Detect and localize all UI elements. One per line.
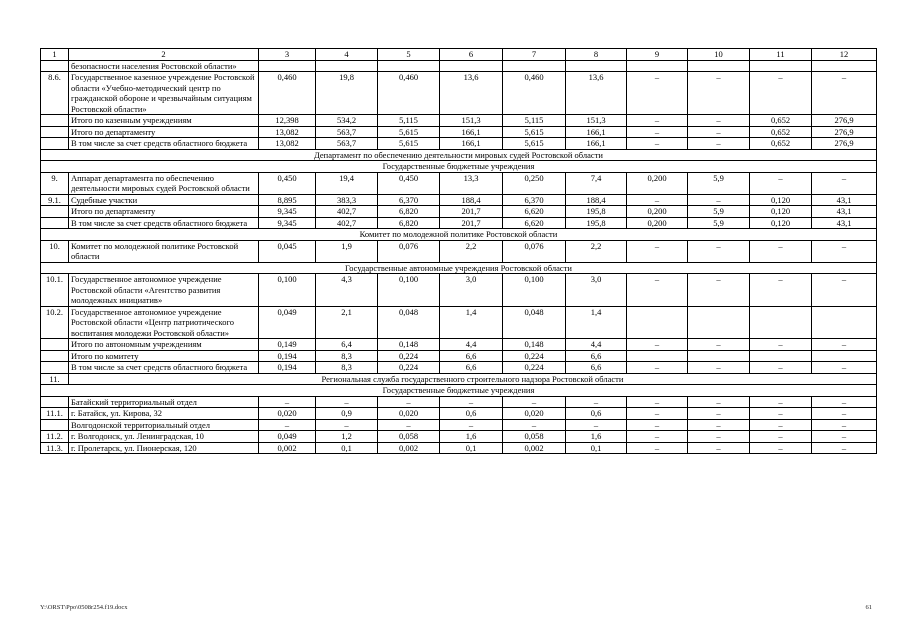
row-number-cell xyxy=(41,217,69,229)
value-cell: 0,200 xyxy=(627,172,688,194)
value-cell: – xyxy=(627,419,688,431)
value-cell: – xyxy=(688,126,750,138)
value-cell: – xyxy=(566,419,627,431)
table-row xyxy=(41,442,877,454)
row-number-cell xyxy=(41,126,69,138)
value-cell: 276,9 xyxy=(812,126,877,138)
value-cell: 2,2 xyxy=(440,240,503,262)
value-cell: 12,398 xyxy=(259,115,316,127)
value-cell xyxy=(750,350,812,362)
value-cell: 0,020 xyxy=(259,408,316,420)
section-heading: Департамент по обеспечению деятельности мировых судей Ростовской области xyxy=(41,149,877,161)
value-cell: – xyxy=(750,396,812,408)
value-cell: – xyxy=(750,419,812,431)
value-cell: 0,149 xyxy=(259,339,316,351)
value-cell: – xyxy=(627,72,688,115)
value-cell: – xyxy=(316,396,378,408)
table-row xyxy=(41,240,877,262)
value-cell: 1,2 xyxy=(316,431,378,443)
value-cell: – xyxy=(688,115,750,127)
value-cell: 0,120 xyxy=(750,206,812,218)
value-cell: – xyxy=(750,172,812,194)
row-number-cell: 11. xyxy=(41,373,69,385)
header-cell: 11 xyxy=(750,49,812,61)
value-cell xyxy=(688,350,750,362)
value-cell: 0,200 xyxy=(627,206,688,218)
value-cell: – xyxy=(750,408,812,420)
value-cell: 13,082 xyxy=(259,138,316,150)
value-cell: 3,0 xyxy=(440,274,503,307)
value-cell: 0,1 xyxy=(566,442,627,454)
value-cell: 0,224 xyxy=(503,350,566,362)
header-cell: 8 xyxy=(566,49,627,61)
value-cell: 0,6 xyxy=(566,408,627,420)
value-cell: 195,8 xyxy=(566,206,627,218)
value-cell: 276,9 xyxy=(812,115,877,127)
value-cell: 0,058 xyxy=(378,431,440,443)
value-cell: – xyxy=(688,72,750,115)
row-name-cell: Аппарат департамента по обеспечению деятельности мировых судей Ростовской области xyxy=(69,172,259,194)
value-cell: 0,002 xyxy=(503,442,566,454)
value-cell: 6,6 xyxy=(440,350,503,362)
table-row xyxy=(41,408,877,420)
value-cell: – xyxy=(688,396,750,408)
value-cell: 1,4 xyxy=(566,306,627,339)
value-cell: 6,620 xyxy=(503,217,566,229)
row-number-cell: 11.1. xyxy=(41,408,69,420)
value-cell: – xyxy=(627,115,688,127)
value-cell: 5,115 xyxy=(378,115,440,127)
value-cell: 0,100 xyxy=(503,274,566,307)
value-cell: 5,615 xyxy=(503,126,566,138)
value-cell: 13,082 xyxy=(259,126,316,138)
value-cell: – xyxy=(750,72,812,115)
value-cell: 0,200 xyxy=(627,217,688,229)
value-cell: 0,6 xyxy=(440,408,503,420)
value-cell: – xyxy=(812,419,877,431)
value-cell xyxy=(812,306,877,339)
row-number-cell: 10. xyxy=(41,240,69,262)
value-cell: 0,652 xyxy=(750,126,812,138)
value-cell: 0,120 xyxy=(750,194,812,206)
value-cell: 5,615 xyxy=(503,138,566,150)
value-cell: 5,615 xyxy=(378,126,440,138)
header-row xyxy=(41,49,877,61)
row-name-cell: г. Пролетарск, ул. Пионерская, 120 xyxy=(69,442,259,454)
row-number-cell: 9.1. xyxy=(41,194,69,206)
row-number-cell xyxy=(41,60,69,72)
table-row xyxy=(41,419,877,431)
value-cell: 0,020 xyxy=(503,408,566,420)
section-row xyxy=(41,149,877,161)
header-cell: 7 xyxy=(503,49,566,61)
row-number-cell xyxy=(41,206,69,218)
value-cell: – xyxy=(812,408,877,420)
value-cell: 4,4 xyxy=(566,339,627,351)
value-cell: – xyxy=(750,240,812,262)
value-cell xyxy=(812,350,877,362)
section-row xyxy=(41,373,877,385)
value-cell: – xyxy=(688,362,750,374)
value-cell: – xyxy=(812,72,877,115)
table-row xyxy=(41,306,877,339)
value-cell: 0,100 xyxy=(259,274,316,307)
value-cell: 0,1 xyxy=(316,442,378,454)
value-cell: 402,7 xyxy=(316,206,378,218)
value-cell: 4,4 xyxy=(440,339,503,351)
value-cell: – xyxy=(440,396,503,408)
value-cell: – xyxy=(812,240,877,262)
value-cell: 0,460 xyxy=(259,72,316,115)
row-number-cell: 11.2. xyxy=(41,431,69,443)
value-cell: 0,048 xyxy=(503,306,566,339)
row-number-cell xyxy=(41,362,69,374)
value-cell: 0,194 xyxy=(259,350,316,362)
row-number-cell xyxy=(41,138,69,150)
value-cell: 0,148 xyxy=(378,339,440,351)
row-name-cell: г. Батайск, ул. Кирова, 32 xyxy=(69,408,259,420)
row-name-cell: Комитет по молодежной политике Ростовской области xyxy=(69,240,259,262)
value-cell: – xyxy=(688,442,750,454)
value-cell: – xyxy=(750,274,812,307)
value-cell: – xyxy=(440,419,503,431)
value-cell: 0,460 xyxy=(378,72,440,115)
value-cell: – xyxy=(688,339,750,351)
value-cell: – xyxy=(627,408,688,420)
value-cell xyxy=(688,306,750,339)
value-cell: 0,002 xyxy=(378,442,440,454)
value-cell: 43,1 xyxy=(812,217,877,229)
row-number-cell: 10.2. xyxy=(41,306,69,339)
value-cell xyxy=(627,60,688,72)
value-cell: – xyxy=(688,194,750,206)
value-cell: – xyxy=(812,431,877,443)
header-cell: 2 xyxy=(69,49,259,61)
section-heading: Государственные бюджетные учреждения xyxy=(41,161,877,173)
value-cell: 5,615 xyxy=(378,138,440,150)
section-heading: Государственные автономные учреждения Ростовской области xyxy=(41,262,877,274)
table-row xyxy=(41,274,877,307)
value-cell: 1,6 xyxy=(440,431,503,443)
header-cell: 10 xyxy=(688,49,750,61)
header-cell: 5 xyxy=(378,49,440,61)
value-cell: – xyxy=(627,396,688,408)
value-cell: – xyxy=(259,419,316,431)
value-cell: 5,9 xyxy=(688,172,750,194)
value-cell: 9,345 xyxy=(259,206,316,218)
header-cell: 6 xyxy=(440,49,503,61)
value-cell: 6,620 xyxy=(503,206,566,218)
value-cell: 383,3 xyxy=(316,194,378,206)
value-cell: 8,3 xyxy=(316,362,378,374)
value-cell: 2,1 xyxy=(316,306,378,339)
row-name-cell: В том числе за счет средств областного бюджета xyxy=(69,362,259,374)
value-cell xyxy=(566,60,627,72)
value-cell: 0,049 xyxy=(259,306,316,339)
value-cell: – xyxy=(627,126,688,138)
value-cell: 0,020 xyxy=(378,408,440,420)
value-cell: 0,250 xyxy=(503,172,566,194)
value-cell: – xyxy=(688,419,750,431)
row-number-cell xyxy=(41,396,69,408)
row-name-cell: Государственное автономное учреждение Ростовской области «Центр патриотического воспитания молодежи Ростовской области» xyxy=(69,306,259,339)
row-name-cell: безопасности населения Ростовской области» xyxy=(69,60,259,72)
row-name-cell: Судебные участки xyxy=(69,194,259,206)
value-cell: 276,9 xyxy=(812,138,877,150)
value-cell: 0,1 xyxy=(440,442,503,454)
table-row xyxy=(41,350,877,362)
value-cell xyxy=(627,350,688,362)
value-cell: 1,9 xyxy=(316,240,378,262)
section-heading: Государственные бюджетные учреждения xyxy=(41,385,877,397)
row-number-cell: 10.1. xyxy=(41,274,69,307)
page-number: 61 xyxy=(865,604,872,611)
value-cell: 166,1 xyxy=(440,126,503,138)
value-cell: 8,895 xyxy=(259,194,316,206)
value-cell: 0,9 xyxy=(316,408,378,420)
value-cell: – xyxy=(627,138,688,150)
row-number-cell xyxy=(41,350,69,362)
value-cell: – xyxy=(627,362,688,374)
value-cell xyxy=(627,306,688,339)
value-cell: 5,115 xyxy=(503,115,566,127)
row-number-cell: 9. xyxy=(41,172,69,194)
value-cell: – xyxy=(627,431,688,443)
header-cell: 3 xyxy=(259,49,316,61)
row-name-cell: Итого по автономным учреждениям xyxy=(69,339,259,351)
value-cell xyxy=(316,60,378,72)
value-cell: 0,002 xyxy=(259,442,316,454)
value-cell xyxy=(503,60,566,72)
row-number-cell: 8.6. xyxy=(41,72,69,115)
value-cell: 0,120 xyxy=(750,217,812,229)
value-cell: – xyxy=(688,274,750,307)
value-cell: 43,1 xyxy=(812,194,877,206)
value-cell xyxy=(750,306,812,339)
value-cell: 1,4 xyxy=(440,306,503,339)
row-name-cell: В том числе за счет средств областного бюджета xyxy=(69,217,259,229)
value-cell: – xyxy=(688,240,750,262)
value-cell: 6,370 xyxy=(503,194,566,206)
row-name-cell: Итого по департаменту xyxy=(69,126,259,138)
section-row xyxy=(41,161,877,173)
value-cell: 563,7 xyxy=(316,126,378,138)
value-cell: 0,450 xyxy=(259,172,316,194)
value-cell: 43,1 xyxy=(812,206,877,218)
value-cell: – xyxy=(812,362,877,374)
value-cell: 534,2 xyxy=(316,115,378,127)
table-row xyxy=(41,194,877,206)
value-cell: – xyxy=(688,138,750,150)
value-cell: 13,3 xyxy=(440,172,503,194)
value-cell: 151,3 xyxy=(566,115,627,127)
value-cell: – xyxy=(627,339,688,351)
value-cell: 402,7 xyxy=(316,217,378,229)
value-cell: 6,820 xyxy=(378,206,440,218)
value-cell: 0,076 xyxy=(503,240,566,262)
value-cell: – xyxy=(750,431,812,443)
value-cell: – xyxy=(812,172,877,194)
value-cell xyxy=(688,60,750,72)
table-row xyxy=(41,396,877,408)
value-cell: 13,6 xyxy=(566,72,627,115)
value-cell: 563,7 xyxy=(316,138,378,150)
value-cell: 7,4 xyxy=(566,172,627,194)
value-cell: 5,9 xyxy=(688,206,750,218)
header-cell: 12 xyxy=(812,49,877,61)
value-cell: – xyxy=(259,396,316,408)
value-cell: 0,045 xyxy=(259,240,316,262)
value-cell: – xyxy=(316,419,378,431)
data-table xyxy=(40,48,877,454)
value-cell: – xyxy=(812,274,877,307)
table-row xyxy=(41,115,877,127)
table-body xyxy=(41,60,877,454)
value-cell: 3,0 xyxy=(566,274,627,307)
value-cell: 9,345 xyxy=(259,217,316,229)
value-cell: 0,048 xyxy=(378,306,440,339)
value-cell: 0,652 xyxy=(750,115,812,127)
value-cell: – xyxy=(627,442,688,454)
header-cell: 9 xyxy=(627,49,688,61)
section-row xyxy=(41,385,877,397)
value-cell: 166,1 xyxy=(440,138,503,150)
row-number-cell xyxy=(41,115,69,127)
row-name-cell: Волгодонской территориальный отдел xyxy=(69,419,259,431)
value-cell: 6,370 xyxy=(378,194,440,206)
value-cell: 0,652 xyxy=(750,138,812,150)
value-cell: 19,8 xyxy=(316,72,378,115)
row-name-cell: В том числе за счет средств областного бюджета xyxy=(69,138,259,150)
row-name-cell: Батайский территориальный отдел xyxy=(69,396,259,408)
section-heading: Комитет по молодежной политике Ростовской области xyxy=(41,229,877,241)
value-cell: – xyxy=(378,419,440,431)
row-number-cell xyxy=(41,419,69,431)
value-cell: 0,148 xyxy=(503,339,566,351)
value-cell: 151,3 xyxy=(440,115,503,127)
value-cell xyxy=(440,60,503,72)
value-cell xyxy=(378,60,440,72)
section-row xyxy=(41,262,877,274)
value-cell: 8,3 xyxy=(316,350,378,362)
table-row xyxy=(41,126,877,138)
value-cell: 0,058 xyxy=(503,431,566,443)
table-row xyxy=(41,339,877,351)
value-cell: 201,7 xyxy=(440,206,503,218)
value-cell: 0,224 xyxy=(378,362,440,374)
value-cell: 6,6 xyxy=(440,362,503,374)
value-cell: 0,076 xyxy=(378,240,440,262)
value-cell: – xyxy=(688,431,750,443)
value-cell: – xyxy=(378,396,440,408)
value-cell: – xyxy=(503,419,566,431)
value-cell: 0,460 xyxy=(503,72,566,115)
table-row xyxy=(41,217,877,229)
value-cell: 13,6 xyxy=(440,72,503,115)
value-cell: – xyxy=(627,274,688,307)
row-name-cell: Итого по казенным учреждениям xyxy=(69,115,259,127)
value-cell: 6,6 xyxy=(566,350,627,362)
value-cell: 0,100 xyxy=(378,274,440,307)
section-row xyxy=(41,229,877,241)
value-cell: – xyxy=(812,442,877,454)
header-cell: 4 xyxy=(316,49,378,61)
value-cell: – xyxy=(688,408,750,420)
table-row xyxy=(41,362,877,374)
row-name-cell: Итого по департаменту xyxy=(69,206,259,218)
value-cell: 6,4 xyxy=(316,339,378,351)
value-cell: – xyxy=(812,339,877,351)
row-number-cell xyxy=(41,339,69,351)
footer-file-path: Y:\ORST\Ppo\0508r254.f19.docx xyxy=(40,604,128,611)
value-cell: 188,4 xyxy=(440,194,503,206)
table-row xyxy=(41,138,877,150)
value-cell: 195,8 xyxy=(566,217,627,229)
table-row xyxy=(41,60,877,72)
value-cell: 0,224 xyxy=(378,350,440,362)
value-cell xyxy=(750,60,812,72)
value-cell: – xyxy=(750,339,812,351)
value-cell: 4,3 xyxy=(316,274,378,307)
value-cell: – xyxy=(566,396,627,408)
header-cell: 1 xyxy=(41,49,69,61)
row-name-cell: Итого по комитету xyxy=(69,350,259,362)
value-cell: 166,1 xyxy=(566,126,627,138)
table-row xyxy=(41,172,877,194)
value-cell: 0,049 xyxy=(259,431,316,443)
value-cell: – xyxy=(627,194,688,206)
table-row xyxy=(41,206,877,218)
value-cell: 2,2 xyxy=(566,240,627,262)
row-name-cell: Государственное казенное учреждение Ростовской области «Учебно-методический центр по гражданской обороне и чрезвычайным ситуациям Ростовской области» xyxy=(69,72,259,115)
value-cell: 19,4 xyxy=(316,172,378,194)
value-cell: – xyxy=(750,362,812,374)
table-row xyxy=(41,72,877,115)
table-row xyxy=(41,431,877,443)
row-number-cell: 11.3. xyxy=(41,442,69,454)
row-name-cell: Государственное автономное учреждение Ростовской области «Агентство развития молодежных инициатив» xyxy=(69,274,259,307)
value-cell: 166,1 xyxy=(566,138,627,150)
value-cell: 188,4 xyxy=(566,194,627,206)
value-cell: 5,9 xyxy=(688,217,750,229)
section-heading: Региональная служба государственного строительного надзора Ростовской области xyxy=(69,373,877,385)
value-cell: 1,6 xyxy=(566,431,627,443)
value-cell: – xyxy=(812,396,877,408)
row-name-cell: г. Волгодонск, ул. Ленинградская, 10 xyxy=(69,431,259,443)
value-cell: 0,224 xyxy=(503,362,566,374)
value-cell: 201,7 xyxy=(440,217,503,229)
value-cell: – xyxy=(503,396,566,408)
value-cell: 0,194 xyxy=(259,362,316,374)
value-cell: – xyxy=(627,240,688,262)
value-cell: 0,450 xyxy=(378,172,440,194)
value-cell: – xyxy=(750,442,812,454)
value-cell: 6,6 xyxy=(566,362,627,374)
value-cell: 6,820 xyxy=(378,217,440,229)
value-cell xyxy=(812,60,877,72)
value-cell xyxy=(259,60,316,72)
